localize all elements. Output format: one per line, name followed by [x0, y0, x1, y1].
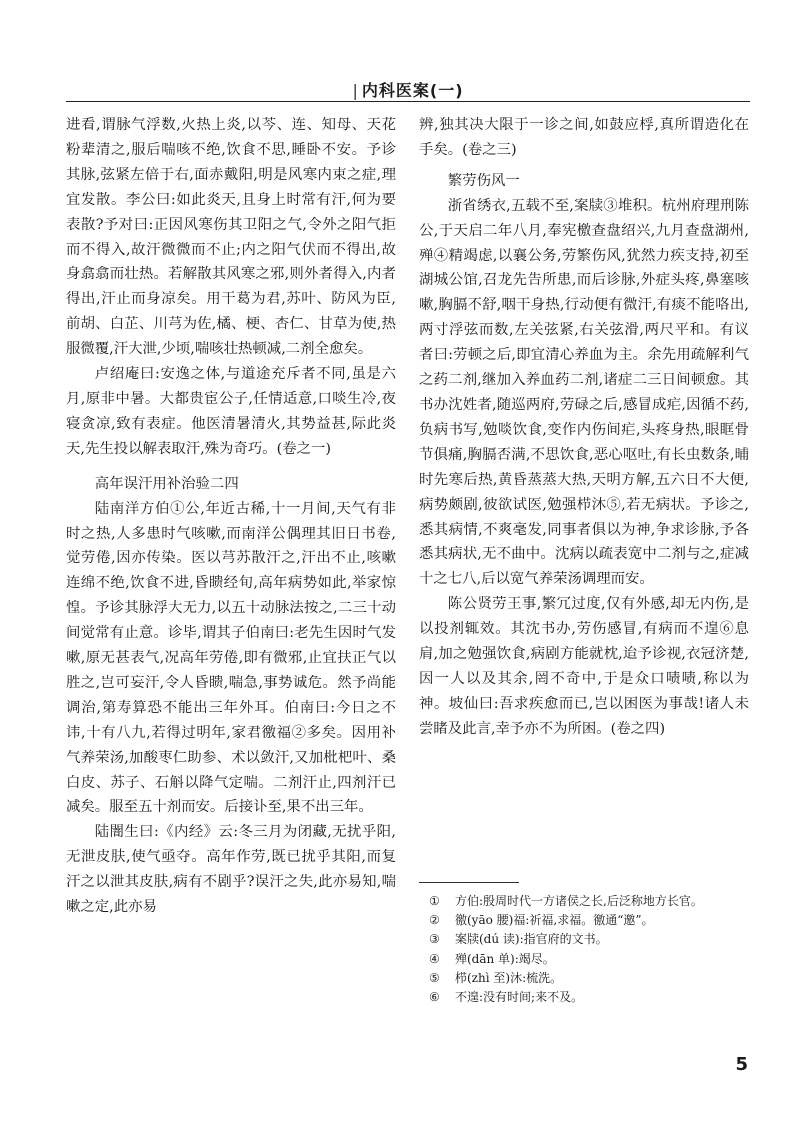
- footnote-item: [419, 950, 749, 969]
- page-number: 5: [735, 1054, 748, 1075]
- right-paragraph-1: 辨,独其决大限于一诊之间,如鼓应桴,真所谓造化在手矣。(卷之三): [419, 117, 749, 158]
- right-column: [419, 113, 749, 742]
- footnote-item: [419, 892, 749, 911]
- footnote-text: 不遑:没有时间;来不及。: [455, 990, 584, 1005]
- footnote-number: ②: [429, 913, 440, 928]
- footnote-number: ④: [429, 951, 440, 966]
- right-paragraph-3: 陈公贤劳王事,繁冗过度,仅有外感,却无内伤,是以投剂辄效。其沈书办,劳伤感冒,有病而不遑⑥息肩,加之勉强饮食,病剧方能就枕,迨予诊视,衣冠济楚,因一人以及其余,罔不奇中,于是众口啧啧,称以为神。坡仙曰:吾求疾愈而已,岂以困医为事哉!诸人未尝睹及此言,幸予亦不为所困。(卷之四): [419, 596, 749, 737]
- footnote-number: ①: [429, 894, 440, 908]
- section-heading-gaonian: 高年误汗用补治验二四: [94, 475, 239, 492]
- footnote-text: 案牍(dú 读):指官府的文书。: [455, 932, 608, 947]
- footnote-text: 殚(dān 单):竭尽。: [455, 951, 555, 966]
- header-title: 内科医案(一): [361, 81, 464, 100]
- footnote-item: [419, 988, 749, 1007]
- footnote-item: [419, 911, 749, 930]
- footnote-rule: [419, 882, 519, 883]
- right-paragraph-2: 浙省绣衣,五载不至,案牍③堆积。杭州府理刑陈公,于天启二年八月,奉宪檄查盘绍兴,九月查盘湖州,殚④精竭虑,以襄公务,劳繁伤风,犹然力疾支持,初至湖城公馆,召龙先告所患,而后诊脉,外症头疼,鼻塞咳嗽,胸膈不舒,咽干身热,行动便有微汗,有痰不能咯出,两寸浮弦而数,左关弦紧,右关弦滑,两尺平和。有议者曰:劳顿之后,即宜清心养血为主。余先用疏解利气之药二剂,继加入养血药二剂,诸症二三日间顿愈。其书办沈姓者,随巡两府,劳碌之后,感冒成疟,因循不药,负病书写,勉啖饮食,变作内伤间疟,头疼身热,眼眶骨节俱痛,胸膈否满,不思饮食,恶心呕吐,有长虫数条,晡时先寒后热,黄昏蒸蒸大热,天明方解,五六日不大便,病势颇剧,彼欲试医,勉强栉沐⑤,若无病状。予诊之,悉其病情,不爽毫发,同事者俱以为神,争求诊脉,予各悉其病状,无不曲中。沈病以疏表宽中二剂与之,症减十之七八,后以宽气养荣汤调理而安。: [419, 197, 749, 588]
- footnote-number: ⑤: [429, 970, 440, 985]
- left-paragraph-4: 陆闇生曰:《内经》云:冬三月为闭藏,无扰乎阳,无泄皮肤,使气亟夺。高年作劳,既已扰乎其阳,而复汗之以泄其皮肤,病有不剧乎?误汗之失,此亦易知,喘嗽之定,此亦易: [66, 824, 396, 916]
- footnote-number: ⑥: [429, 990, 440, 1005]
- left-paragraph-2: 卢绍庵曰:安逸之体,与道途充斥者不同,虽是六月,原非中暑。大都贵宦公子,任情适意,口啖生冷,夜寝贪凉,致有表症。他医清暑清火,其势益甚,际此炎天,先生投以解表取汗,殊为奇巧。(卷之一): [66, 366, 396, 457]
- footnote-number: ③: [429, 932, 440, 947]
- running-header: [66, 74, 750, 104]
- footnote-text: 徼(yāo 腰)福:祈福,求福。徼通“邀”。: [455, 913, 654, 928]
- left-paragraph-3: 陆南洋方伯①公,年近古稀,十一月间,天气有非时之热,人多患时气咳嗽,而南洋公偶理其旧日书卷,觉劳倦,因亦传染。医以芎苏散汗之,汗出不止,咳嗽连绵不绝,饮食不进,昏瞆经旬,高年病势如此,举家惊惶。予诊其脉浮大无力,以五十动脉法按之,二三十动间觉常有止意。诊毕,谓其子伯南曰:老先生因时气发嗽,原无甚表气,况高年劳倦,即有微邪,止宜扶正气以胜之,岂可妄汗,令人昏瞆,喘急,事势诚危。然予尚能调治,第寿算恐不能出三年外耳。伯南曰:今日之不讳,十有八九,若得过明年,家君徼福②多矣。因用补气养荣汤,加酸枣仁助参、术以敛汗,又加枇杷叶、桑白皮、苏子、石斛以降气定喘。二剂汗止,四剂汗已减矣。服至五十剂而安。后接讣至,果不出三年。: [66, 500, 396, 816]
- left-paragraph-1: 进看,谓脉气浮数,火热上炎,以芩、连、知母、天花粉辈清之,服后喘咳不绝,饮食不思,睡卧不安。予诊其脉,弦紧左倍于右,面赤戴阳,明是风寒内束之症,理宜发散。李公曰:如此炎天,且身上时常有汗,何为要表散?予对曰:正因风寒伤其卫阳之气,令外之阳气拒而不得入,故汗微微而不止;内之阳气伏而不得出,故身翕翕而壮热。若解散其风寒之邪,则外者得入,内者得出,汗止而身凉矣。用干葛为君,苏叶、防风为臣,前胡、白芷、川芎为佐,橘、梗、杏仁、甘草为使,热服微覆,汗大泄,少顷,喘咳壮热顿减,二剂全愈矣。: [66, 117, 396, 358]
- section-heading-fanlao: 繁劳伤风一: [447, 172, 520, 189]
- header-title-wrap: [66, 78, 750, 101]
- footnotes: [419, 892, 749, 1007]
- left-column: [66, 113, 396, 920]
- footnote-text: 方伯:殷周时代一方诸侯之长,后泛称地方长官。: [455, 894, 703, 908]
- header-rule: [66, 101, 750, 102]
- header-bar-mark: |: [352, 81, 359, 100]
- footnote-item: [419, 969, 749, 988]
- footnote-text: 栉(zhì 至)沐:梳洗。: [455, 970, 563, 985]
- footnote-item: [419, 930, 749, 949]
